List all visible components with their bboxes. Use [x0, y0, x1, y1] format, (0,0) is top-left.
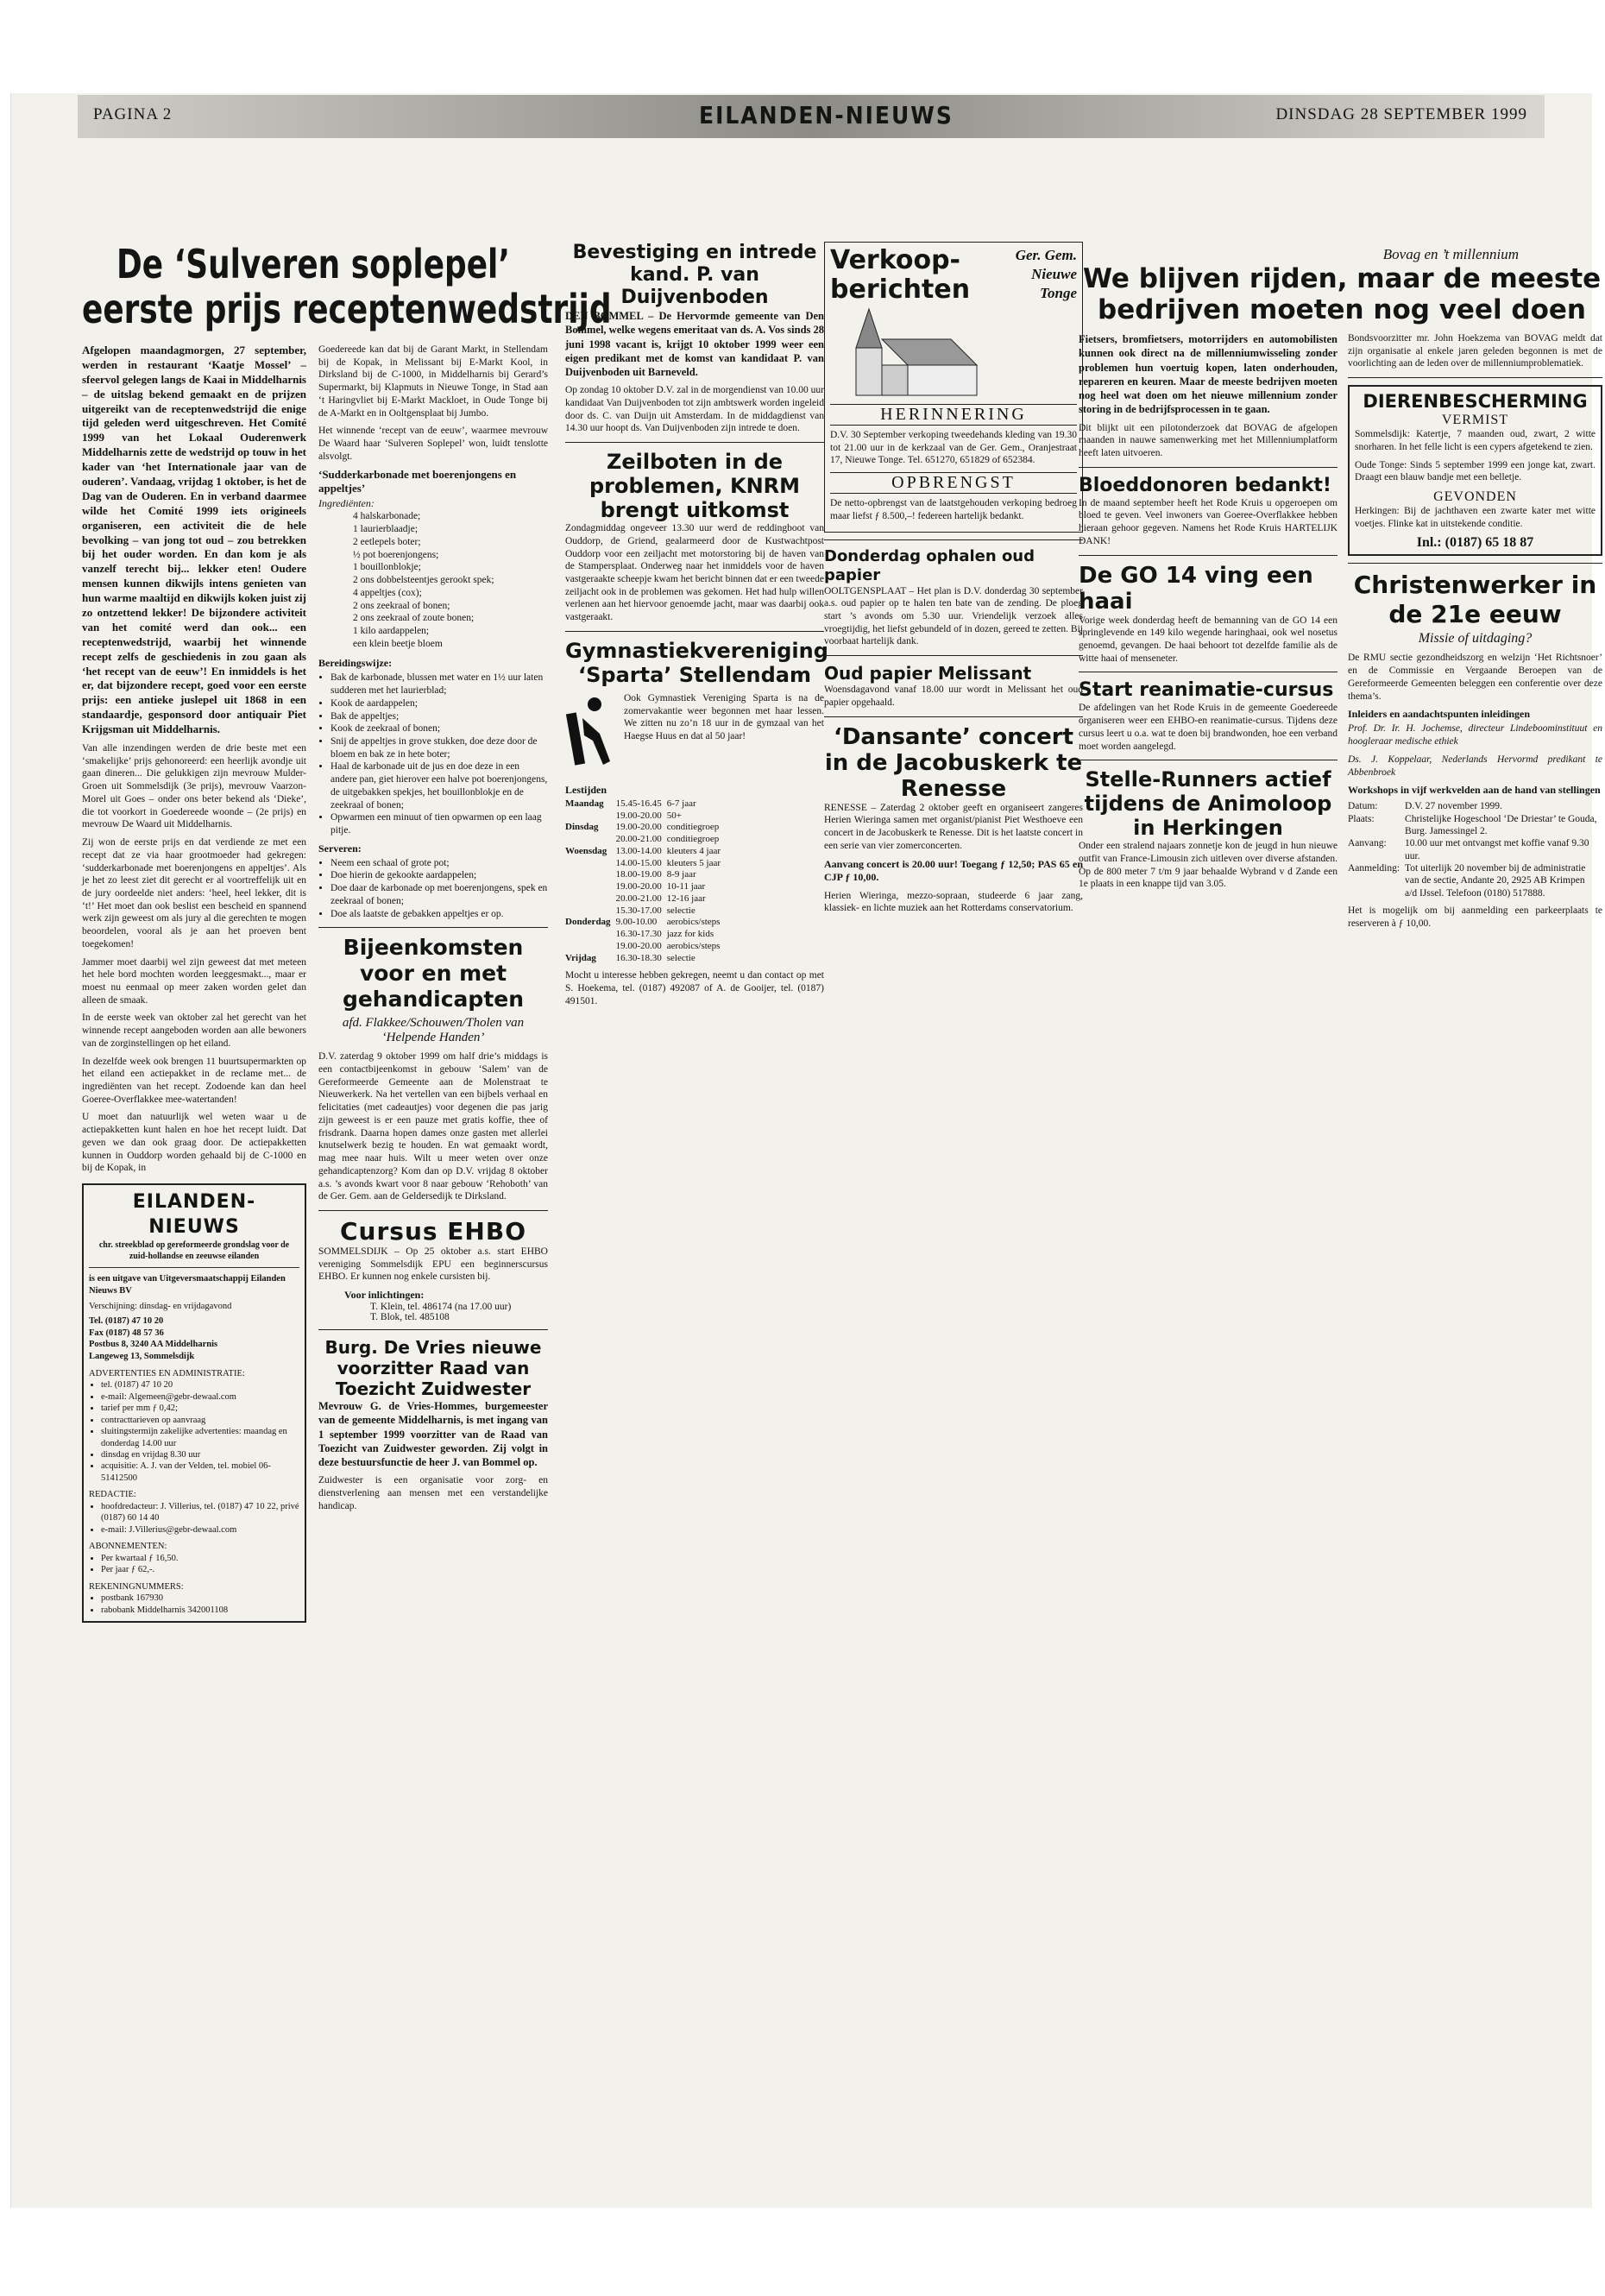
prep-list: [318, 672, 548, 836]
ehbo-body: SOMMELSDIJK – Op 25 oktober a.s. start EHBO vereniging Sommelsdijk EPU een beginnerscursus EHBO. Er kunnen nog enkele cursisten bij.: [318, 1246, 548, 1283]
ehbo-info-2: T. Blok, tel. 485108: [370, 1312, 450, 1323]
schedule-row: [565, 846, 726, 858]
serve-step: • Neem een schaal of grote pot;: [330, 857, 548, 870]
soeplepel-headline-1: De ‘Sulveren soplepel’: [116, 241, 510, 287]
schedule-day: Woensdag: [565, 845, 607, 856]
bovag-body1: Dit blijkt uit een pilotonderzoek dat BOVAG de afgelopen maanden in nauwe samenwerking met het Millenniumplatform heeft laten uitvoeren.: [1079, 422, 1338, 458]
colophon-schedule: Verschijning: dinsdag- en vrijdagavond: [89, 1301, 232, 1311]
opbrengst-label: OPBRENGST: [830, 472, 1077, 494]
soeplepel-lead: Afgelopen maandagmorgen, 27 september, werden in restaurant ‘Kaatje Mossel’ – sfeervol gelegen langs de Kaai in Middelharnis – de uitslag bekend gemaakt en de prijzen uitgereikt van de receptenwedstrijd die enige tijd geleden werd uitgeschreven. Het Comité 1999 van het Lokaal Ouderenwerk Middelharnis zette de wedstrijd op touw in het kader van ‘het Internationale jaar van de ouderen’. Vandaag, vrijdag 1 oktober, is het de Dag van de Ouderen. En in verband daarmee wilde het Comité 1999 iets origineels organiseren, een activiteit die de hele bevolking – van jong tot oud – zou betrekken bij het ouder worden. En dan kom je als vanzelf terecht bij... lekker eten! Oudere mensen kunnen dikwijls intens genieten van hun warme maaltijd en dikwijls koken juist zij zo ontzettend lekker! De bijzondere activiteit van het comité werd dan ook... een receptenwedstrijd, waarbij het winnende recept zelfs de geschiedenis in zou gaan als ‘het recept van de eeuw’! En inmiddels is het er, dat bijzondere recept, goed voor een eerste prijs: een antieke juslepel uit 1868 in een standaardje, gesponsord door antiquair Piet Krijgsman uit Middelharnis.: [82, 344, 306, 736]
bloeddonoren-body: In de maand september heeft het Rode Kruis u opgeroepen om bloed te geven. Veel inwoners van Goeree-Overflakkee hebben hieraan gehoor gegeven. Namens het Rode Kruis HARTELIJK DANK!: [1079, 497, 1338, 546]
schedule-row: [565, 917, 726, 929]
colophon-address2: Langeweg 13, Sommelsdijk: [89, 1352, 195, 1362]
schedule-time: 20.00-21.00: [615, 834, 662, 845]
colophon-ads-line: • acquisitie: A. J. van der Velden, tel. mobiel 06-51412500: [101, 1460, 299, 1484]
gymnast-icon: [565, 692, 617, 779]
christenwerker-headline: Christenwerker in de 21e eeuw: [1353, 571, 1597, 629]
colophon-subs-label: ABONNEMENTEN:: [89, 1542, 167, 1552]
ingredient: ½ pot boerenjongens;: [353, 549, 439, 560]
colophon-bank-line: • rabobank Middelharnis 342001108: [101, 1605, 299, 1616]
schedule-day: [565, 858, 616, 870]
place-label: Plaats:: [1348, 813, 1375, 824]
issue-date: DINSDAG 28 SEPTEMBER 1999: [1275, 105, 1527, 123]
church-illustration: [830, 305, 1072, 400]
schedule-group: selectie: [666, 952, 696, 963]
reanimatie-body: De afdelingen van het Rode Kruis in de gemeente Goedereede organiseren weer een EHBO-en reanimatie-cursus. Tijdens deze cursus leert u o.a. wat te doen bij brandwonden, hoe een verband moet worden aangelegd.: [1079, 703, 1338, 752]
schedule-row: [565, 905, 726, 918]
gevonden-label: GEVONDEN: [1433, 489, 1517, 505]
bovag-lead: Fietsers, bromfietsers, motorrijders en automobilisten kunnen ook direct na de millenniumwisseling zonder problemen hun voertuig kopen, laten onderhouden, repareren en keuren. Maar de meeste bedrijven moeten nog heel wat doen om het nieuwe millennium zonder storing in de bedrijfsprocessen in te gaan.: [1079, 333, 1338, 416]
soeplepel-p3: Jammer moet daarbij wel zijn geweest dat met meteen het hele bord mochten worden leeggesmakt..., maar er moest nu eenmaal op meer zaken worden gelet dan alleen de smaak.: [82, 956, 306, 1006]
column-4: [1079, 246, 1605, 936]
oude-tonge-body: Oude Tonge: Sinds 5 september 1999 een jonge kat, zwart. Draagt een blauw bandje met een belletje.: [1355, 459, 1596, 483]
colophon-subs-line: • Per kwartaal ƒ 16,50.: [101, 1553, 299, 1564]
knrm-body: Zondagmiddag ongeveer 13.30 uur werd de reddingboot van Ouddorp, de Griend, gealarmeerd door de Kustwachtpost Ouddorp voor een zeiljacht met motorstoring bij de haven van de Stampersplaat. Onderweg naar het inmiddels voor de haven vastgeraakte scheepje kwam het bericht binnen dat er een tweede zeiljacht ook in de problemen was gekomen. Het had hulp willen verlenen aan het hiervoor genoemde jacht, maar was daarbij ook vastgeraakt.: [565, 523, 824, 623]
ehbo-info-1: T. Klein, tel. 486174 (na 17.00 uur): [370, 1302, 512, 1313]
dierenbescherming-title: DIERENBESCHERMING: [1363, 391, 1588, 413]
schedule-time: 9.00-10.00: [615, 917, 658, 928]
christenwerker-speaker1: Prof. Dr. Ir. H. Jochemse, directeur Lindeboominstituut en hoogleraar medische ethiek: [1348, 723, 1602, 747]
opbrengst-body: De netto-opbrengst van de laatstgehouden verkoping bedroeg maar liefst ƒ 8.500,–! federeen hartelijk bedankt.: [830, 498, 1077, 521]
colophon-ads-label: ADVERTENTIES EN ADMINISTRATIE:: [89, 1368, 245, 1378]
start-label: Aanvang:: [1348, 838, 1387, 849]
ingredient: een klein beetje bloem: [353, 638, 443, 649]
colophon-ads-list: [89, 1379, 299, 1484]
colophon-tel: Tel. (0187) 47 10 20: [89, 1316, 164, 1327]
sparta-body: Ook Gymnastiek Vereniging Sparta is na de zomervakantie weer begonnen met haar lessen. We zitten nu zo’n 18 uur in de gymzaal van het Haegse Huus en dat al 50 jaar!: [624, 692, 824, 742]
colophon-fax: Fax (0187) 48 57 36: [89, 1328, 164, 1338]
vermist-body: Sommelsdijk: Katertje, 7 maanden oud, zwart, 2 witte snorharen. In het felle licht is een cypers afgetekend te zien.: [1355, 429, 1596, 452]
schedule-group: kleuters 5 jaar: [666, 857, 721, 868]
herinnering-label: HERINNERING: [830, 404, 1077, 426]
schedule-day: [565, 929, 616, 941]
prep-step: • Snij de appeltjes in grove stukken, doe deze door de bloem en bak ze in hete boter;: [330, 735, 548, 760]
schedule-time: 13.00-14.00: [615, 845, 662, 856]
serve-list: [318, 857, 548, 921]
colophon-ads-line: • sluitingstermijn zakelijke advertenties: maandag en donderdag 14.00 uur: [101, 1426, 299, 1449]
start-value: 10.00 uur met ontvangst met koffie vanaf 9.30 uur.: [1405, 838, 1589, 861]
schedule-time: 15.45-16.45: [615, 798, 662, 809]
christenwerker-footer: Het is mogelijk om bij aanmelding een parkeerplaats te reserveren à ƒ 10,00.: [1348, 905, 1602, 929]
bloeddonoren-headline: Bloeddonoren bedankt!: [1079, 474, 1331, 496]
colophon-subs-line: • Per jaar ƒ 62,-.: [101, 1564, 299, 1575]
colophon-ads-line: • dinsdag en vrijdag 8.30 uur: [101, 1449, 299, 1460]
colophon-title: EILANDEN-NIEUWS: [132, 1191, 256, 1238]
schedule-time: 18.00-19.00: [615, 869, 662, 880]
gevonden-body: Herkingen: Bij de jachthaven een zwarte kater met witte voetjes. Flinke kat in uitstekende conditie.: [1355, 506, 1596, 529]
vries-body: Zuidwester is een organisatie voor zorg- en dienstverlening aan mensen met een verstandelijke handicap.: [318, 1475, 548, 1511]
schedule-day: Maandag: [565, 798, 604, 809]
schedule-time: 15.30-17.00: [615, 905, 662, 916]
verkoop-box: [824, 242, 1083, 533]
schedule-group: 8-9 jaar: [666, 869, 696, 880]
go14-body: Vorige week donderdag heeft de bemanning van de GO 14 een springlevende en 149 kilo wegende haringhaai, ook wel nosetus genoemd, gevangen. De haai behoort tot dezelfde familie als de witte haai of menseneter.: [1079, 615, 1338, 664]
schedule-row: [565, 953, 726, 965]
ingredients-list: [318, 510, 548, 650]
prep-label: Bereidingswijze:: [318, 657, 393, 670]
schedule-day: [565, 869, 616, 881]
soeplepel-p7: Goedereede kan dat bij de Garant Markt, in Stellendam bij de Kopak, in Melissant bij E-Markt Kool, in Dirksland bij de C-1000, in Middelharnis bij Gerard’s Supermarkt, bij Klapmuts in Nieuwe Tonge, in Stad aan ‘t Haringvliet bij E-Markt Mackloet, in Oude Tonge bij de A-Markt en in Ooltgensplaat bij Jumbo.: [318, 344, 548, 419]
reanimatie-headline: Start reanimatie-cursus: [1079, 679, 1334, 702]
date-value: D.V. 27 november 1999.: [1405, 801, 1502, 812]
ingredients-label: Ingrediënten:: [318, 497, 374, 510]
schedule-group: jazz for kids: [666, 929, 714, 940]
newspaper-name: EILANDEN-NIEUWS: [699, 101, 954, 129]
serve-step: • Doe daar de karbonade op met boerenjongens, spek en zeekraal of bonen;: [330, 882, 548, 907]
colophon-subs-list: [89, 1553, 299, 1576]
dansante-herien: Herien Wieringa, mezzo-sopraan, studeerde 6 jaar zang, klassiek- en lichte muziek aan het Rotterdams conservatorium.: [824, 890, 1083, 914]
ehbo-info-label: Voor inlichtingen:: [344, 1289, 425, 1302]
schedule-group: 50+: [666, 810, 682, 821]
reg-value: Tot uiterlijk 20 november bij de administratie van de sectie, Andante 20, 2925 AB Krimpen a/d IJssel. Telefoon (0180) 517888.: [1405, 863, 1586, 899]
schedule-group: conditiegroep: [666, 822, 720, 833]
date-label: Datum:: [1348, 801, 1378, 812]
schedule-time: 19.00-20.00: [615, 822, 662, 833]
duijvenboden-headline: Bevestiging en intrede kand. P. van Duijvenboden: [572, 242, 817, 308]
schedule-day: [565, 834, 616, 846]
colophon-ads-line: • tarief per mm ƒ 0,42;: [101, 1403, 299, 1414]
colophon-ads-line: • e-mail: Algemeen@gebr-dewaal.com: [101, 1391, 299, 1403]
ingredient: 2 ons zeekraal of zoute bonen;: [353, 613, 475, 624]
prep-step: • Bak de appeltjes;: [330, 710, 548, 723]
schedule-row: [565, 893, 726, 905]
prep-step: • Kook de zeekraal of bonen;: [330, 722, 548, 735]
bovag-kicker: Bovag en ’t millennium: [1382, 246, 1519, 262]
schedule-row: [565, 881, 726, 893]
vries-headline: Burg. De Vries nieuwe voorzitter Raad van Toezicht Zuidwester: [324, 1337, 542, 1400]
schedule-group: kleuters 4 jaar: [666, 845, 721, 856]
dansante-headline: ‘Dansante’ concert in de Jacobuskerk te Renesse: [824, 723, 1083, 802]
serve-label: Serveren:: [318, 842, 362, 855]
soeplepel-p6: U moet dan natuurlijk wel weten waar u de actiepakketten kunt halen en hoe het recept luidt. Dat geven we dan ook graag door. De actiepakketten kunnen in Ouddorp worden gehaald bij de C-1000 en bij de Kopak, in: [82, 1112, 306, 1174]
verkoop-church: Ger. Gem. Nieuwe Tonge: [1015, 247, 1077, 301]
schedule-time: 19.00-20.00: [615, 940, 662, 951]
schedule-row: [565, 822, 726, 834]
schedule-time: 16.30-18.30: [615, 952, 662, 963]
christenwerker-workshops: Workshops in vijf werkvelden aan de hand van stellingen: [1348, 784, 1601, 797]
soeplepel-p5: In dezelfde week ook brengen 11 buurtsupermarkten op het eiland een actiepakket in de reclame met... de ingrediënten van het recept. Zodoende kan dan heel Goeree-Overflakkee mee-watertanden!: [82, 1056, 306, 1105]
vries-lead: Mevrouw G. de Vries-Hommes, burgemeester van de gemeente Middelharnis, is met ingang van 1 september 1999 voorzitter van de Raad van Toezicht van Zuidwester geworden. Zij volgt in deze bestuursfunctie de heer J. van Bommel op.: [318, 1400, 548, 1469]
colophon-editorial-line: • hoofdredacteur: J. Villerius, tel. (0187) 47 10 22, privé (0187) 60 14 40: [101, 1501, 299, 1524]
ehbo-headline: Cursus EHBO: [339, 1216, 526, 1246]
column-3: [824, 242, 1083, 920]
bovag-headline: We blijven rijden, maar de meeste bedrijven moeten nog veel doen: [1082, 263, 1602, 325]
ingredient: 1 kilo aardappelen;: [353, 625, 430, 636]
christenwerker-body: De RMU sectie gezondheidszorg en welzijn ‘Het Richtsnoer’ en de Commissie en Vergaande Beroepen van de Gereformeerde Gemeenten beleggen een conferentie over deze thema’s.: [1348, 653, 1602, 702]
sparta-schedule: [565, 798, 726, 965]
duijvenboden-lead: DEN BOMMEL – De Hervormde gemeente van Den Bommel, welke wegens emeritaat van ds. A. Vos sinds 28 juni 1998 vacant is, krijgt 10 oktober 1999 weer een eigen predikant met de komst van kandidaat P. van Duijvenboden uit Barneveld.: [565, 310, 825, 378]
ingredient: 2 eetlepels boter;: [353, 536, 421, 547]
colophon-sub: chr. streekblad op gereformeerde grondslag voor de zuid-hollandse en zeeuwse eilanden: [98, 1240, 290, 1262]
recipe-title: ‘Sudderkarbonade met boerenjongens en appeltjes’: [318, 468, 517, 495]
prep-step: • Haal de karbonade uit de jus en doe deze in een andere pan, giet hierover een halve pot boerenjongens, de uitgebakken spekjes, het bouillonblokje en de zeekraal of bonen;: [330, 760, 548, 811]
duijvenboden-body: Op zondag 10 oktober D.V. zal in de morgendienst van 10.00 uur kandidaat Van Duijvenboden tot zijn ambtswerk worden ingeleid door ds. C. van Duijn uit Amsterdam. In de middagdienst van 14.30 uur hoopt ds. Van Duijvenboden zijn intrede te doen.: [565, 385, 824, 434]
soeplepel-p8: Het winnende ‘recept van de eeuw’, waarmee mevrouw De Waard haar ‘Sulveren Soplepel’ won, luidt tenslotte alsvolgt.: [318, 426, 548, 462]
melissant-headline: Oud papier Melissant: [824, 663, 1032, 684]
colophon-ads-line: • contracttarieven op aanvraag: [101, 1415, 299, 1426]
serve-step: • Doe als laatste de gebakken appeltjes er op.: [330, 908, 548, 921]
ingredient: 1 bouillonblokje;: [353, 562, 421, 573]
bijeenkomsten-body: D.V. zaterdag 9 oktober 1999 om half drie’s middags is een contactbijeenkomst in gebouw ‘Salem’ van de Gereformeerde Gemeente aan de Molenstraat te Nieuwerkerk. Na het vertellen van een bijbels verhaal en felicitaties (met cadeautjes) voor degenen die pas jarig zijn geweest is er een pauze met gratis koffie, thee of frisdrank. Daarna hopen dames onze gasten met allerlei knutselwerk bezig te houden. En wat gemaakt wordt, mag mee naar huis. Wilt u meer weten over onze gehandicaptenzorg? Kom dan op D.V. vrijdag 8 oktober a.s. ’s avonds kwart voor 8 naar gebouw ‘Rehoboth’ van de Ger. Gem. aan de Geldersedijk te Dirksland.: [318, 1051, 548, 1202]
schedule-day: [565, 941, 616, 953]
soeplepel-p1: Van alle inzendingen werden de drie beste met een ‘smakelijke’ prijs gehonoreerd: een heerlijk avondje uit gaan dineren... Die gelukkigen zijn mevrouw Mulder-Groen uit Sommelsdijk (3e prijs), mevrouw Vaarzon-Morel uit Goes – onder ons beter bekend als ‘Dieke’, die tot voorkort in Goedereede woonde – (2e prijs) en mevrouw De Waard uit Middelharnis.: [82, 743, 306, 830]
schedule-time: 14.00-15.00: [615, 857, 662, 868]
ingredient: 2 ons zeekraal of bonen;: [353, 600, 450, 611]
schedule-row: [565, 929, 726, 941]
colophon-editorial-line: • e-mail: J.Villerius@gebr-dewaal.com: [101, 1524, 299, 1536]
stelle-body: Onder een stralend najaars zonnetje kon de jeugd in hun nieuwe outfit van France-Limousin zich uitleven over diverse afstanden. Op de 800 meter 7 t/m 9 jaar behaalde Wybrand v d Zande een 1e plaats in een knappe tijd van 3.05.: [1079, 841, 1338, 890]
schedule-row: [565, 811, 726, 823]
dierenbescherming-box: [1348, 385, 1602, 556]
donderdag-headline: Donderdag ophalen oud papier: [824, 546, 1035, 584]
colophon-ads-line: • tel. (0187) 47 10 20: [101, 1379, 299, 1391]
schedule-row: [565, 798, 726, 811]
place-value: Christelijke Hogeschool ‘De Driestar’ te Gouda, Burg. Jamessingel 2.: [1405, 813, 1597, 836]
christenwerker-details: [1348, 800, 1602, 899]
bijeenkomsten-sub: afd. Flakkee/Schouwen/Tholen van ‘Helpende Handen’: [342, 1016, 525, 1045]
ingredient: 4 halskarbonade;: [353, 511, 421, 522]
soeplepel-p2: Zij won de eerste prijs en dat verdiende ze met een recept dat ze via haar grootmoeder had gekregen: ‘sudderkarbonade met boerenjongens en appeltjes’. Als je het zo leest ziet dit gerecht er al voortreffelijk uit en de jury oordeelde niet anders: ‘heel, heel lekker, dit is ‘t!’ Het moet dan ook beslist een bescheid en spannend werk zijn geweest om als jury al die gerechten te mogen beoordelen, vooral als je aan het proeven bent toegekomen!: [82, 837, 306, 949]
schedule-row: [565, 869, 726, 881]
vermist-label: VERMIST: [1441, 413, 1509, 428]
christenwerker-sub: Missie of uitdaging?: [1418, 631, 1533, 647]
christenwerker-section: Inleiders en aandachtspunten inleidingen: [1348, 708, 1531, 721]
dansante-entry: Aanvang concert is 20.00 uur! Toegang ƒ 12,50; PAS 65 en CJP ƒ 10,00.: [824, 857, 1083, 884]
schedule-group: selectie: [666, 905, 696, 916]
schedule-day: Donderdag: [565, 917, 611, 928]
schedule-day: [565, 893, 616, 905]
schedule-group: 6-7 jaar: [666, 798, 696, 809]
colophon-bank-line: • postbank 167930: [101, 1593, 299, 1604]
ingredient: 4 appeltjes (cox);: [353, 587, 422, 598]
masthead: [78, 95, 1545, 138]
colophon-address1: Postbus 8, 3240 AA Middelharnis: [89, 1340, 218, 1350]
schedule-group: 10-11 jaar: [666, 881, 706, 893]
soeplepel-p4: In de eerste week van oktober zal het gerecht van het winnende recept aangeboden worden aan alle bewoners van de zorginstellingen op het eiland.: [82, 1012, 306, 1049]
schedule-row: [565, 834, 726, 846]
colophon-bank-list: [89, 1593, 299, 1616]
schedule-time: 20.00-21.00: [615, 893, 662, 904]
dierenbescherming-info: Inl.: (0187) 65 18 87: [1416, 535, 1534, 551]
go14-headline: De GO 14 ving een haai: [1079, 562, 1313, 615]
prep-step: • Bak de karbonade, blussen met water en 1½ uur laten sudderen met het laurierblad;: [330, 672, 548, 697]
page-number: PAGINA 2: [93, 105, 173, 123]
bovag-body2: Bondsvoorzitter mr. John Hoekzema van BOVAG meldt dat zijn organisatie al enkele jaren geleden begonnen is met de voorlichting aan de leden over de millenniumproblematiek.: [1348, 333, 1602, 369]
ingredient: 1 laurierblaadje;: [353, 524, 419, 535]
colophon-editorial-list: [89, 1501, 299, 1536]
colophon-bank-label: REKENINGNUMMERS:: [89, 1581, 184, 1592]
bijeenkomsten-headline: Bijeenkomsten voor en met gehandicapten: [342, 935, 525, 1012]
colophon-editorial-label: REDACTIE:: [89, 1490, 136, 1500]
schedule-day: Vrijdag: [565, 952, 596, 963]
schedule-day: [565, 881, 616, 893]
prep-step: • Opwarmen een minuut of tien opwarmen op een laag pitje.: [330, 811, 548, 836]
schedule-day: [565, 905, 616, 918]
soeplepel-headline-2: eerste prijs receptenwedstrijd: [82, 286, 612, 332]
schedule-row: [565, 858, 726, 870]
verkoop-headline: Verkoop-berichten: [830, 245, 971, 305]
sparta-headline: Gymnastiekvereniging ‘Sparta’ Stellendam: [565, 638, 828, 687]
column-2: [565, 242, 828, 1013]
schedule-time: 16.30-17.30: [615, 929, 662, 940]
schedule-group: aerobics/steps: [666, 940, 721, 951]
schedule-group: 12-16 jaar: [666, 893, 706, 904]
schedule-group: aerobics/steps: [666, 917, 721, 928]
schedule-day: Dinsdag: [565, 822, 599, 833]
colophon-publisher: is een uitgave van Uitgeversmaatschappij Eilanden Nieuws BV: [89, 1274, 286, 1296]
reg-label: Aanmelding:: [1348, 863, 1400, 874]
serve-step: • Doe hierin de gekookte aardappelen;: [330, 869, 548, 882]
ingredient: 2 ons dobbelsteentjes gerookt spek;: [353, 575, 494, 586]
dansante-body: RENESSE – Zaterdag 2 oktober geeft en organiseert zangeres Herien Wieringa samen met organist/pianist Piet Westhoeve een concert in de Jacobuskerk te Renesse. Dit is het laatste concert in een serie van vier zomerconcerten.: [824, 802, 1083, 851]
stelle-headline: Stelle-Runners actief tijdens de Animoloop in Herkingen: [1084, 767, 1332, 841]
prep-step: • Kook de aardappelen;: [330, 697, 548, 710]
sparta-schedule-label: Lestijden: [565, 783, 607, 796]
schedule-row: [565, 941, 726, 953]
schedule-group: conditiegroep: [666, 834, 720, 845]
schedule-time: 19.00-20.00: [615, 810, 662, 821]
sparta-footer: Mocht u interesse hebben gekregen, neemt u dan contact op met S. Hoekema, tel. (0187) 492087 of A. de Gooijer, tel. (0187) 491501.: [565, 970, 824, 1006]
schedule-day: [565, 811, 616, 823]
donderdag-body: OOLTGENSPLAAT – Het plan is D.V. donderdag 30 september a.s. oud papier op te halen ten bate van de zending. De ploeg start ’s avonds om 5.30 uur. Vriendelijk verzoek alles vroegtijdig, het liefst gebundeld of in dozen, gereed te zetten. Bij voorbaat hartelijk dank.: [824, 585, 1083, 647]
knrm-headline: Zeilboten in de problemen, KNRM brengt uitkomst: [588, 450, 801, 523]
christenwerker-speaker2: Ds. J. Koppelaar, Nederlands Hervormd predikant te Abbenbroek: [1348, 754, 1602, 778]
melissant-body: Woensdagavond vanaf 18.00 uur wordt in Melissant het oud papier opgehaald.: [824, 684, 1083, 708]
herinnering-body: D.V. 30 September verkoping tweedehands kleding van 19.30 tot 21.00 uur in de kerkzaal van de Ger. Gem., Oranjestraat 17, Nieuwe Tonge. Tel. 651270, 651829 of 652384.: [830, 430, 1077, 466]
colophon: [82, 1183, 306, 1623]
schedule-time: 19.00-20.00: [615, 881, 662, 893]
